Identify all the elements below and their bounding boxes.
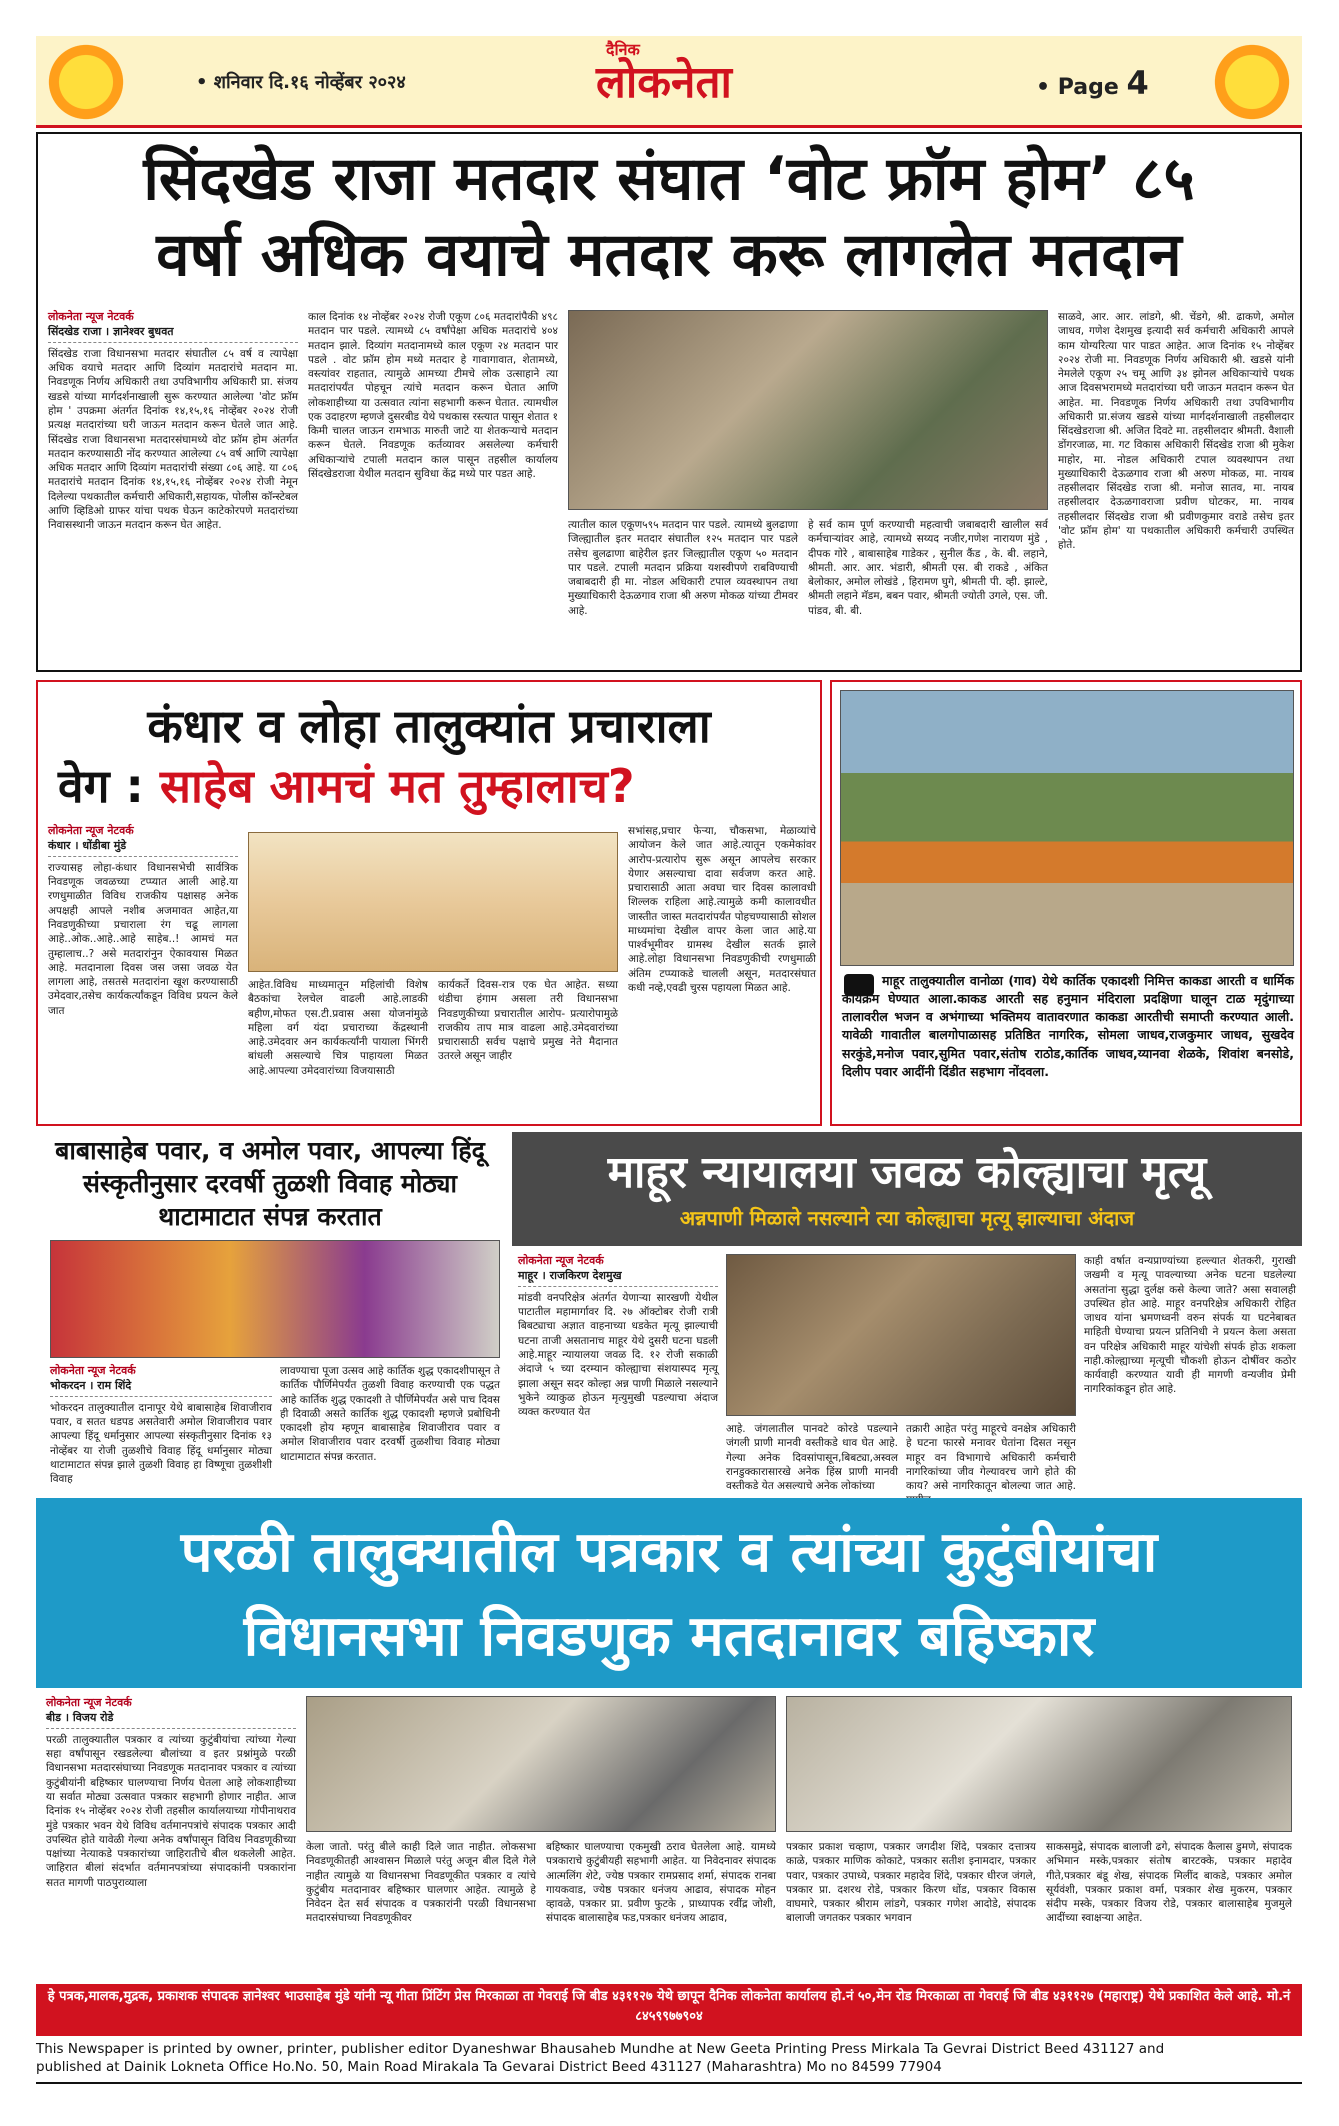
story5-column-3: [906, 1422, 1076, 1493]
story2-text-4: सभांसह,प्रचार फेऱ्या, चौकसभा, मेळाव्यांचे आयोजन केले जात आहे.त्यातून एकमेकांवर आरोप-प्रत्यारोप सुरू असून आपलेच सरकार येणार असल्याचा दावा सर्वजण करत आहे. प्रचारासाठी आता अवघा चार दिवस कालावधी शिल्लक राहिला आहे.त्यामुळे कमी कालावधीत जास्तीत जास्त मतदारांपर्यंत पोहचण्यासाठी सोशल माध्यमांचा देखील वापर केला जात आहे.या पार्श्वभूमीवर ग्रामस्थ देखील सतर्क झाले आहे.लोहा विधानसभा निवडणुकीची रणधुमाळी अंतिम टप्प्याकडे चालली असून, मतदारसंघात कधी नव्हे,एवढी चुरस पहायला मिळत आहे.: [628, 825, 816, 994]
story6-photo-2: [786, 1696, 1292, 1832]
page-label: [1036, 64, 1149, 102]
page-number: 4: [1126, 64, 1149, 102]
byline: सिंदखेड राजा । ज्ञानेश्वर बुधवत: [48, 325, 298, 343]
story4-text-1: भोकरदन तालुक्यातील दानापूर येथे बाबासाहेब शिवाजीराव पवार, व सतत धडपड असतेवारी अमोल शिवाजीराव पवार आपल्या हिंदू धर्मानुसार आपल्या संस्कृतीनुसार दिनांक १३ नोव्हेंबर या रोजी तुळशीचे विवाह हिंदू धर्मानुसार मोठ्या थाटामाटात संपन्न झाले तुळशी विवाह हा विष्णूचा तुळशीशी विवाह: [50, 1401, 272, 1486]
story1-column-3: [568, 518, 798, 664]
story2-column-1: [48, 824, 238, 1114]
imprint-english-line1: This Newspaper is printed by owner, printer, publisher editor Dyaneshwar Bhausaheb Mundhe at New Geeta Printing Press Mirkala Ta Gevrai District Beed 431127 and: [36, 2041, 1165, 2057]
story6-text-3: बहिष्कार घालण्याचा एकमुखी ठराव घेतलेला आहे. यामध्ये पत्रकाराचे कुटुंबीयही सहभागी आहेत. या निवेदनावर संपादक आत्मलिंग शेटे, ज्येष्ठ पत्रकार रामप्रसाद शर्मा, संपादक रानबा गायकवाड, ज्येष्ठ पत्रकार धनंजय आढाव, संपादक मोहन व्हावळे, पत्रकार प्रा. प्रवीण फुटके , प्राध्यापक रवींद्र जोशी, संपादक बालासाहेब फड,पत्रकार धनंजय आढाव,: [546, 1841, 776, 1925]
story2-illustration: [248, 832, 618, 972]
sun-icon: [44, 40, 128, 124]
story6-column-4: [786, 1840, 1036, 1974]
story1-text-4: हे सर्व काम पूर्ण करण्याची महत्वाची जबाबदारी खालील सर्व कर्मचाऱ्यांवर आहे, त्यामध्ये सय्यद नजीर,गणेश नारायण मुंडे , दीपक गोरे , बाबासाहेब गाडेकर , सुनील कैंड , के. बी. लहाने, श्रीमती. आर. आर. भंडारी, श्रीमती एस. बी राकडे , अंकित बेलोकार, अमोल लोखंडे , हिरामण घुगे, श्रीमती पी. व्ही. झाल्टे, श्रीमती लहाने मॅडम, बबन पवार, श्रीमती ज्योती उगले, एस. जी. पांडव, बी. बी.: [808, 519, 1048, 617]
story2-text-1: राज्यासह लोहा-कंधार विधानसभेची सार्वत्रिक निवडणूक जवळच्या टप्प्यात आली आहे.या रणधुमाळीत विविध राजकीय पक्षासह अनेक अपक्षही आपले नशीब अजमावत आहेत,या निवडणुकीच्या प्रचाराला रंग चढू लागला आहे..ओक..आहे..आहे साहेब..! आमचं मत तुम्हालाच..? असे मतदारांनुन ऐकावयास मिळत आहे. मतदानाला दिवस जस जसा जवळ येत लागला आहे, तसतसे मतदारांना खूश करण्यासाठी उमेदवार,तसेच कार्यकर्त्यांकडून विविध प्रयत्न केले जात: [48, 861, 238, 1017]
story2-text-2: आहेत.विविध माध्यमातून महिलांची विशेष बैठकांचा रेलचेल वाढली आहे.लाडकी बहीण,मोफत एस.टी.प्रवास असा योजनांमुळे महिला वर्ग यंदा प्रचाराच्या केंद्रस्थानी आहे.उमेदवार अन कार्यकर्त्यांनी पायाला भिंगरी बांधली असल्याचे चित्र पाहायला मिळत आहे.आपल्या उमेदवारांच्या विजयासाठी: [248, 979, 428, 1077]
story1-text-3: त्यातील काल एकूण५९५ मतदान पार पडले. त्यामध्ये बुलढाणा जिल्ह्यातील इतर मतदार संघातील १२५ मतदान पार पडले तसेच बुलढाणा बाहेरील इतर जिल्ह्यातील एकूण ५० मतदान पार पडले. टपाली मतदान प्रक्रिया यशस्वीपणे राबविण्याची जबाबदारी ही मा. नोडल अधिकारी टपाल व्यवस्थापन तथा मुख्याधिकारी देऊळगाव राजा श्री अरुण मोकळ यांच्या टीमवर आहे.: [568, 519, 798, 617]
masthead: [36, 36, 1302, 128]
story4-headline: बाबासाहेब पवार, व अमोल पवार, आपल्या हिंदू संस्कृतीनुसार दरवर्षी तुळशी विवाह मोठ्या थाटामाटात संपन्न करतात: [55, 1136, 485, 1231]
story2-text-3: कार्यकर्ते दिवस-रात्र एक घेत आहेत. सध्या थंडीचा हंगाम असला तरी विधानसभा निवडणुकीच्या प्रचारातील आरोप- प्रत्यारोपामुळे राजकीय ताप मात्र वाढला आहे.उमेदवारांच्या प्रचारासाठी सर्वच पक्षाचे प्रमुख नेते मैदानात उतरले असून जाहीर: [438, 979, 618, 1063]
story1-column-4: [808, 518, 1048, 664]
story4-column-2: [280, 1364, 500, 1490]
imprint-marathi: हे पत्रक,मालक,मुद्रक, प्रकाशक संपादक ज्ञानेश्वर भाउसाहेब मुंडे यांनी न्यू गीता प्रिंटिंग प्रेस मिरकाळा ता गेवराई जि बीड ४३११२७ येथे छापून दैनिक लोकनेता कार्यालय हो.नं ५०,मेन रोड मिरकाळा ता गेवराई जि बीड ४३११२७ (महाराष्ट्र) येथे प्रकाशित केले आहे. मो.नं ८४५९९७७९०४: [47, 1989, 1291, 2024]
byline: बीड । विजय रोडे: [46, 1711, 296, 1729]
story6-column-5: [1046, 1840, 1292, 1974]
story6-headline-line1: परळी तालुक्यातील पत्रकार व त्यांच्या कुटुंबीयांचा: [180, 1520, 1158, 1585]
story4-column-1: [50, 1364, 272, 1490]
story5-column-2: [726, 1422, 898, 1493]
imprint-english: [36, 2040, 1302, 2076]
story3-caption: माहूर तालुक्यातील वानोळा (गाव) येथे कार्तिक एकादशी निमित्त काकडा आरती व धार्मिक कार्यक्रम घेण्यात आला.काकड आरती सह हनुमान मंदिराला प्रदक्षिणा घालून टाळ मृदुंगाच्या तालावरील भजन व अभंगाच्या भक्तिमय वातावरणात काकडा आरतीची समाप्ती करण्यात आली. यावेळी गावातील बालगोपाळासह प्रतिष्ठित नागरिक, सोमला जाधव,राजकुमार जाधव, सुखदेव सरकुंडे,मनोज पवार,सुमित पवार,संतोष राठोड,कार्तिक जाधव,य्यानवा शेळके, शिवांश बनसोडे, दिलीप पवार आदींनी दिंडीत सहभाग नोंदवला.: [842, 973, 1294, 1079]
story5-headline: माहूर न्यायालया जवळ कोल्ह्याचा मृत्यू: [607, 1147, 1207, 1198]
story1-text-2: काल दिनांक १४ नोव्हेंबर २०२४ रोजी एकूण ८०६ मतदारांपैकी ४९८ मतदान पार पडले. त्यामध्ये ८५ वर्षांपेक्षा अधिक मतदारांचे ४०४ मतदान झाले. दिव्यांग मतदानामध्ये काल एकूण २४ मतदान पार पडले . वोट फ्रॉम होम मध्ये मतदार हे गावागावात, शेतामध्ये, वस्त्यांवर राहतात, त्यामुळे आमच्या टीमचे लोक उत्साहाने त्या मतदारांपर्यंत पोहचून त्यांचे मतदान करून घेतात आणि लोकशाहीच्या या उत्सवात त्यांना सहभागी करून घेतात. त्यामधील एक उदाहरण म्हणजे दुसरबीड येथे पथकास रस्त्यात पासून शेतात १ किमी चालत जाऊन रामभाऊ मारुती जाटे या शेतकऱ्याचे मतदान करून घेतले. निवडणूक कर्तव्यावर असलेल्या कर्मचारी अधिकाऱ्यांचे टपाली मतदान काल पासून तहसील कार्यालय सिंदखेडराजा येथील मतदान सुविधा केंद्र मध्ये पार पडत आहे.: [308, 311, 558, 480]
story-mahur-kakad-aarti: [830, 680, 1302, 1126]
paper-name-small: दैनिक: [606, 40, 640, 59]
byline: भोकरदन । राम शिंदे: [50, 1379, 272, 1397]
news-tag: लोकनेता न्यूज नेटवर्क: [518, 1254, 604, 1267]
story2-column-2: [248, 978, 428, 1114]
byline: माहूर । राजकिरण देशमुख: [518, 1269, 718, 1287]
news-tag: लोकनेता न्यूज नेटवर्क: [50, 1364, 136, 1377]
story6-text-5: साकसमुद्रे, संपादक बालाजी ढगे, संपादक कैलास डुमणे, संपादक अभिमान मस्के,पत्रकार संतोष बारटक्के, पत्रकार महादेव गीते,पत्रकार बंडू शेख, संपादक मिलींद बाकडे, पत्रकार अमोल सूर्यवंशी, पत्रकार प्रकाश वर्मा, पत्रकार शेख मुकरम, पत्रकार संदीप मस्के, पत्रकार विजय रोडे, पत्रकार बालासाहेब मुजमुले आदींच्या स्वाक्षऱ्या आहेत.: [1046, 1841, 1292, 1925]
story1-text-1: सिंदखेड राजा विधानसभा मतदार संघातील ८५ वर्ष व त्यापेक्षा अधिक वयाचे मतदार आणि दिव्यांग मतदारांचे मतदान मा. निवडणूक निर्णय अधिकारी तथा उपविभागीय अधिकारी प्रा. संजय खडसे यांच्या मार्गदर्शनाखाली सुरू करण्यात आलेल्या 'वोट फ्रॉम होम ' उपक्रमा अंतर्गत दिनांक १४,१५,१६ नोव्हेंबर २०२४ रोजी प्रत्यक्ष मतदारांच्या घरी जाऊन मतदान करून घेतले जात आहे. सिंदखेड राजा विधानसभा मतदारसंघामध्ये वोट फ्रॉम होम अंतर्गत मतदान करण्यासाठी नोंद करण्यात आलेल्या ८५ वर्ष आणि त्यापेक्षा अधिक मतदार आणि दिव्यांग मतदारांची संख्या ८०६ आहे. या ८०६ मतदारांचे मतदान दिनांक १४,१५,१६ नोव्हेंबर २०२४ रोजी नेमून दिलेल्या पथकातील कर्मचारी अधिकारी,सहायक, पोलीस कॉन्स्टेबल आणि व्हिडिओ ग्राफर यांचा पथक घेऊन काटेकोरपणे मतदारांच्या निवासस्थानी जाऊन मतदान करून घेत आहेत.: [48, 347, 298, 532]
story-mahur-fox-death: [512, 1132, 1302, 1492]
story1-column-5: [1058, 310, 1294, 664]
sun-icon: [1210, 40, 1294, 124]
story2-headline-prefix: वेग :: [58, 759, 144, 813]
story2-headline-line2: [58, 754, 818, 816]
byline: कंधार । धोंडीबा मुंडे: [48, 839, 238, 857]
story-kandhar-campaign: [36, 680, 822, 1126]
story6-column-3: [546, 1840, 776, 1974]
story-tulsi-vivah: [36, 1132, 504, 1492]
story1-column-2: [308, 310, 558, 660]
footer-rule: [36, 2082, 1302, 2084]
story1-photo: [568, 310, 1048, 510]
story6-text-4: पत्रकार प्रकाश चव्हाण, पत्रकार जगदीश शिंदे, पत्रकार दत्तात्रय काळे, पत्रकार माणिक कोकाटे, पत्रकार सतीश इनामदार, पत्रकार पवार, पत्रकार उपाध्ये, पत्रकार महादेव शिंदे, पत्रकार धीरज जंगले, पत्रकार प्रा. दशरथ रोडे, पत्रकार किरण धोंड, पत्रकार विकास वाघमारे, पत्रकार श्रीराम लांडगे, पत्रकार गणेश आदोडे, संपादक बालाजी जगतकर पत्रकार भगवान: [786, 1841, 1036, 1925]
news-tag: लोकनेता न्यूज नेटवर्क: [48, 824, 134, 837]
story3-photo: [840, 690, 1294, 966]
story5-photo: [726, 1254, 1076, 1416]
masthead-date: • शनिवार दि.१६ नोव्हेंबर २०२४: [196, 72, 406, 93]
imprint-english-line2: published at Dainik Lokneta Office Ho.No. 50, Main Road Mirakala Ta Gevarai District Beed 431127 (Maharashtra) Mo no 84599 77904: [36, 2059, 942, 2076]
story1-text-5: साळवे, आर. आर. लांडगे, श्री. चेंडगे, श्री. ढाकणे, अमोल जाधव, गणेश देशमुख इत्यादी सर्व कर्मचारी अधिकारी आपले काम योग्यरित्या पार पाडत आहेत. आज दिनांक १५ नोव्हेंबर २०२४ रोजी मा. निवडणूक निर्णय अधिकारी श्री. खडसे यांनी नेमलेले एकूण २५ चमू आणि ३४ झोनल अधिकाऱ्यांचे पथक आज दिवसभरामध्ये मतदारांच्या घरी जाऊन मतदान करून घेत आहेत. मा. निवडणूक निर्णय अधिकारी तथा उपविभागीय अधिकारी प्रा.संजय खडसे यांच्या मार्गदर्शनाखाली तहसीलदार सिंदखेडराजा श्री. अजित दिवटे मा. तहसीलदार श्रीमती. वैशाली डोंगरजाळ, मा. गट विकास अधिकारी सिंदखेड राजा श्री मुकेश माहोर, मा. नोडल अधिकारी टपाल व्यवस्थापन तथा मुख्याधिकारी देऊळगाव राजा श्री अरुण मोकळ, मा. नायब तहसीलदार सिंदखेड राजा श्री. मनोज सातव, मा. नायब तहसीलदार देऊळगावराजा प्रवीण घोटकर, मा. नायब तहसीलदार सिंदखेड राजा श्री प्रवीणकुमार वराडे तसेच इतर 'वोट फ्रॉम होम' या पथकातील अधिकारी कर्मचारी उपस्थित होते.: [1058, 311, 1294, 552]
news-tag: लोकनेता न्यूज नेटवर्क: [46, 1696, 132, 1709]
story5-column-1: [518, 1254, 718, 1490]
story5-text-4: काही वर्षात वन्यप्राण्यांच्या हल्ल्यात शेतकरी, गुराखी जखमी व मृत्यू पावल्याच्या अनेक घटना घडलेल्या असतांना सुद्धा दुर्लक्ष कसे केल्या जाते? असा सवालही उपस्थित होत आहे. माहूर वनपरिक्षेत्र अधिकारी रोहित जाधव यांना भ्रमणध्वनी वरुन संपर्क या घटनेबाबत माहिती घेण्याचा प्रयत्न प्रतिनिधी ने प्रयत्न केला असता वन परिक्षेत्र अधिकारी माहूर यांचेशी संपर्क होऊ शकला नाही.कोल्ह्याच्या मृत्यूची चौकशी होऊन दोषींवर कठोर कार्यवाही करण्यात यावी ही मागणी वन्यजीव प्रेमी नागरिकांकडून होत आहे.: [1084, 1255, 1296, 1396]
story1-headline-line2: वर्षा अधिक वयाचे मतदार करू लागलेत मतदान: [156, 220, 1182, 290]
story-parli-boycott: [36, 1498, 1302, 1978]
story2-column-4: [628, 824, 816, 1114]
news-tag: लोकनेता न्यूज नेटवर्क: [48, 310, 134, 323]
story6-text-2: केला जातो. परंतु बीले काही दिले जात नाहीत. लोकसभा निवडणूकीतही आश्वासन मिळाले परंतु अजून बील दिले गेले नाहीत त्यामुळे या विधानसभा निवडणूकीत पत्रकार व त्यांचे कुटुंबीय मतदानावर बहिष्कार घालणार आहेत. त्यामुळे हे निवेदन देत सर्व संपादक व पत्रकारांनी परळी विधानसभा मतदारसंघाच्या निवडणूकीवर: [306, 1841, 536, 1925]
story5-headline-bar: [512, 1132, 1302, 1246]
story6-headline-line2: विधानसभा निवडणुक मतदानावर बहिष्कार: [243, 1604, 1095, 1669]
story6-text-1: परळी तालुक्यातील पत्रकार व त्यांच्या कुटुंबीयांचा त्यांच्या गेल्या सहा वर्षांपासून रखडलेल्या बौलांच्या व इतर प्रश्नांमुळे परळी विधानसभा मतदारसंघाच्या निवडणूक मतदानावर पत्रकार व त्यांच्या कुटुंबीयांनी बहिष्कार घालण्याचा निर्णय घेतला आहे लोकशाहीच्या या सर्वात मोठ्या उत्सवात पत्रकार सहभागी होणार नाहीत. आज दिनांक १५ नोव्हेंबर २०२४ रोजी तहसील कार्यालयाच्या गोपीनाथराव मुंडे पत्रकार भवन येथे विविध वर्तमानपत्रांचे संपादक पत्रकार आदी उपस्थित होते यावेळी गेल्या अनेक वर्षांपासून विविध निवडणूकीच्या पक्षांच्या नेत्याकडे पत्रकारांच्या जाहिरातीचे बील थकलेली आहेत. जाहिरात बीलां संदर्भात वर्तमानपत्रांच्या संपादकांनी पत्रकारांना सतत मागणी पाठपुराव्याला: [46, 1733, 296, 1889]
story6-photo-1: [306, 1696, 776, 1832]
imprint-marathi-bar: [36, 1984, 1302, 2036]
story-vote-from-home: [36, 132, 1302, 672]
story6-headline-bar: [36, 1498, 1302, 1688]
story2-column-3: [438, 978, 618, 1114]
story6-column-1: [46, 1696, 296, 1974]
story1-headline-line1: सिंदखेड राजा मतदार संघात ‘वोट फ्रॉम होम’ ८५: [143, 144, 1195, 214]
story5-subhead: अन्नपाणी मिळाले नसल्याने त्या कोल्ह्याचा मृत्यू झाल्याचा अंदाज: [679, 1206, 1135, 1230]
story4-text-2: लावण्याचा पूजा उत्सव आहे कार्तिक शुद्ध एकादशीपासून ते कार्तिक पौर्णिमेपर्यंत तुळशी विवाह करण्याची एक पद्धत आहे कार्तिक शुद्ध एकादशी ते पौर्णिमेपर्यंत असे पाच दिवस ही दिवाळी असते कार्तिक शुद्ध एकादशी म्हणजे प्रबोधिनी एकादशी होय म्हणून बाबासाहेब शिवाजीराव पवार व अमोल शिवाजीराव पवार दरवर्षी तुळशीचा विवाह मोठ्या थाटामाटात संपन्न करतात.: [280, 1365, 500, 1463]
story2-headline-line1: कंधार व लोहा तालुक्यांत प्रचाराला: [147, 699, 711, 753]
paper-name: लोकनेता: [596, 57, 732, 108]
story2-headline-red: साहेब आमचं मत तुम्हालाच?: [159, 759, 635, 813]
story5-column-4: [1084, 1254, 1296, 1490]
story5-text-3: तक्रारी आहेत परंतु माहूरचे वनक्षेत्र अधिकारी हे घटना फारसे मनावर घेतांना दिसत नसून माहूर वन विभागाचे अधिकारी कर्मचारी नागरिकांच्या जीव गेल्यावरच जागे होते की काय? असे नागरिकातून बोलल्या जात आहे.: [906, 1423, 1076, 1493]
story5-text-2: आहे. जंगलातील पानवटे कोरडे पडल्याने जंगली प्राणी मानवी वस्तीकडे धाव घेत आहे. गेल्या अनेक दिवसांपासून,बिबट्या,अस्वल रानडुक्कारासारखे अनेक हिंस्र प्राणी मानवी वस्तीकडे येत असल्याचे अनेक लोकांच्या: [726, 1423, 898, 1493]
page-label-text: • Page: [1036, 75, 1119, 100]
story4-photo: [50, 1240, 500, 1358]
story6-column-2: [306, 1840, 536, 1974]
story5-text-1: मांडवी वनपरिक्षेत्र अंतर्गत येणाऱ्या सारखणी येथील पाटातील महामार्गावर दि. २७ ऑक्टोबर रोजी रात्री बिबट्याचा अज्ञात वाहनाच्या धडकेत मृत्यू झाल्याची घटना ताजी असतानाच माहूर येथे दुसरी घटना घडली आहे.माहूर न्यायालया जवळ दि. १२ रोजी सकाळी अंदाजे ५ च्या दरम्यान कोल्ह्याचा संशयास्पद मृत्यू झाला असून सदर कोल्हा अन्न पाणी मिळाले नसल्याने भुकेने व्याकुळ होऊन मृत्युमुखी पडल्याचा अंदाज व्यक्त करण्यात येत: [518, 1291, 718, 1419]
story1-column-1: [48, 310, 298, 660]
